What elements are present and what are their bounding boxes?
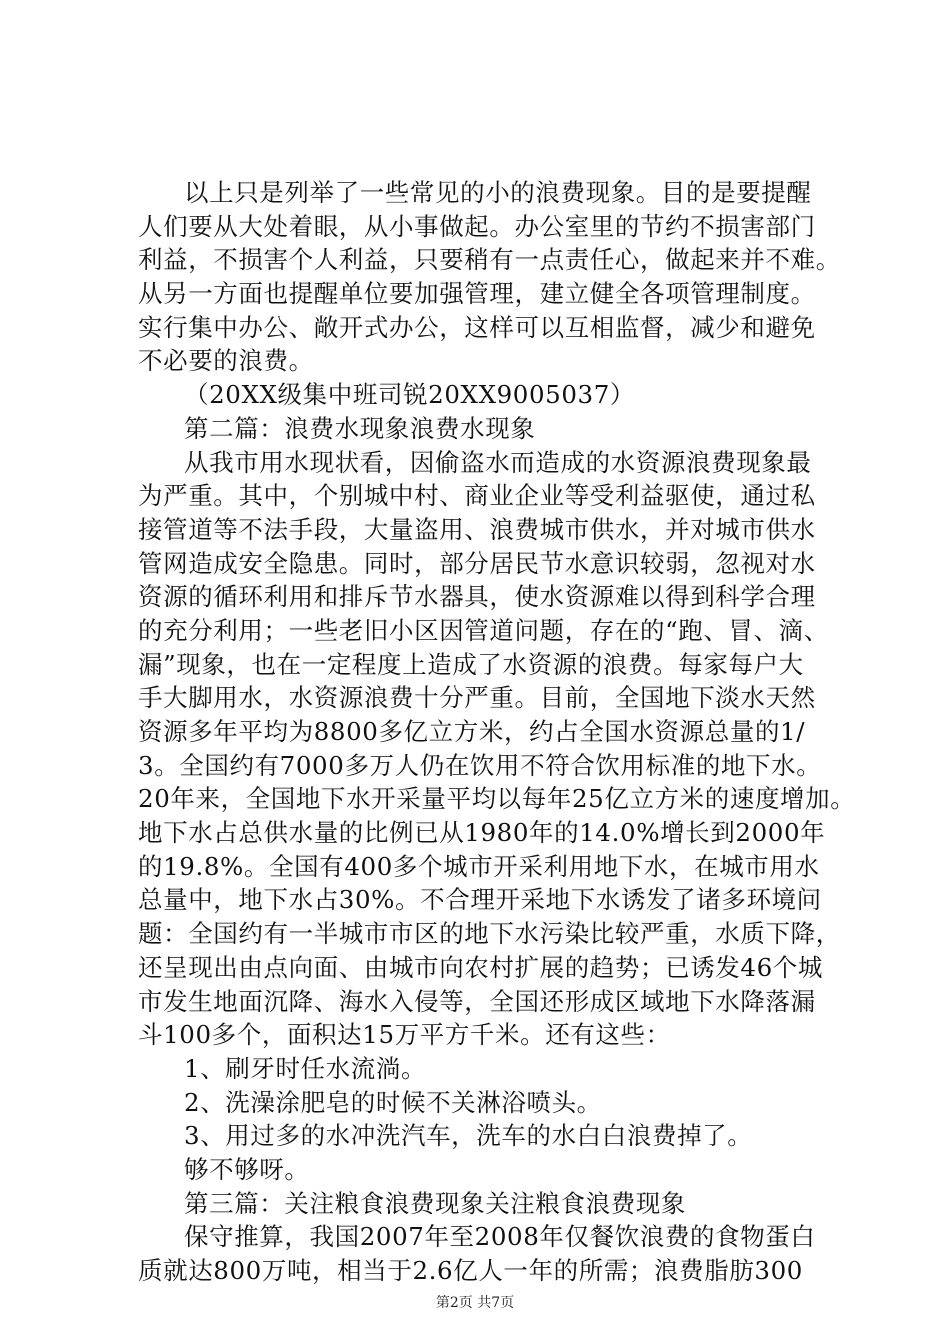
paragraph-line: 20年来，全国地下水开采量平均以每年25亿立方米的速度增加。: [138, 784, 856, 814]
paragraph-line: 的19.8%。全国有400多个城市开采利用地下水，在城市用水: [138, 851, 820, 881]
document-body: [138, 176, 856, 1288]
paragraph-line: 以上只是列举了一些常见的小的浪费现象。目的是要提醒: [184, 178, 812, 207]
paragraph-line: 管网造成安全隐患。同时，部分居民节水意识较弱，忽视对水: [138, 548, 816, 578]
paragraph-line: 够不够呀。: [184, 1154, 310, 1184]
paragraph-line: 利益，不损害个人利益，只要稍有一点责任心，做起来并不难。: [138, 245, 841, 275]
section-heading: 第二篇：浪费水现象浪费水现象: [184, 413, 536, 443]
paragraph-line: 市发生地面沉降、海水入侵等，全国还形成区域地下水降落漏: [138, 986, 816, 1016]
paragraph-line: 从另一方面也提醒单位要加强管理，建立健全各项管理制度。: [138, 279, 816, 309]
paragraph-line: 3。全国约有7000多万人仍在饮用不符合饮用标准的地下水。: [138, 750, 822, 780]
paragraph-line: 从我市用水现状看，因偷盗水而造成的水资源浪费现象最: [184, 447, 812, 477]
paragraph-line: 地下水占总供水量的比例已从1980年的14.0%增长到2000年: [138, 818, 826, 848]
paragraph-line: 斗100多个，面积达15万平方千米。还有这些：: [138, 1020, 671, 1050]
section-heading: 第三篇：关注粮食浪费现象关注粮食浪费现象: [184, 1188, 686, 1218]
list-item: 2、洗澡涂肥皂的时候不关淋浴喷头。: [184, 1087, 602, 1117]
paragraph-line: 接管道等不法手段，大量盗用、浪费城市供水，并对城市供水: [138, 514, 816, 544]
paragraph-line: 人们要从大处着眼，从小事做起。办公室里的节约不损害部门: [138, 211, 816, 241]
paragraph-line: 资源多年平均为8800多亿立方米，约占全国水资源总量的1/: [138, 717, 806, 746]
list-item: 1、刷牙时任水流淌。: [184, 1053, 427, 1083]
paragraph-line: 漏”现象，也在一定程度上造成了水资源的浪费。每家每户大: [138, 649, 804, 679]
paragraph-line: 题：全国约有一半城市市区的地下水污染比较严重，水质下降，: [138, 919, 841, 949]
paragraph-line: 保守推算，我国2007年至2008年仅餐饮浪费的食物蛋白: [184, 1222, 816, 1252]
paragraph-line: 还呈现出由点向面、由城市向农村扩展的趋势；已诱发46个城: [138, 952, 823, 982]
paragraph-line: 总量中，地下水占30%。不合理开采地下水诱发了诸多环境问: [138, 885, 822, 915]
paragraph-line: 资源的循环利用和排斥节水器具，使水资源难以得到科学合理: [138, 582, 816, 612]
paragraph-line: 手大脚用水，水资源浪费十分严重。目前，全国地下淡水天然: [138, 683, 816, 713]
author-note: （20XX级集中班司锐20XX9005037）: [184, 380, 636, 410]
list-item: 3、用过多的水冲洗汽车，洗车的水白白浪费掉了。: [184, 1121, 753, 1151]
paragraph-line: 实行集中办公、敞开式办公，这样可以互相监督，减少和避免: [138, 312, 816, 342]
paragraph-line: 不必要的浪费。: [138, 346, 314, 376]
paragraph-line: 的充分利用；一些老旧小区因管道问题，存在的“跑、冒、滴、: [138, 615, 829, 645]
page-footer: 第2页 共7页: [435, 1295, 515, 1311]
paragraph-line: 为严重。其中，个别城中村、商业企业等受利益驱使，通过私: [138, 481, 816, 511]
paragraph-line: 质就达800万吨，相当于2.6亿人一年的所需；浪费脂肪300: [138, 1256, 803, 1285]
